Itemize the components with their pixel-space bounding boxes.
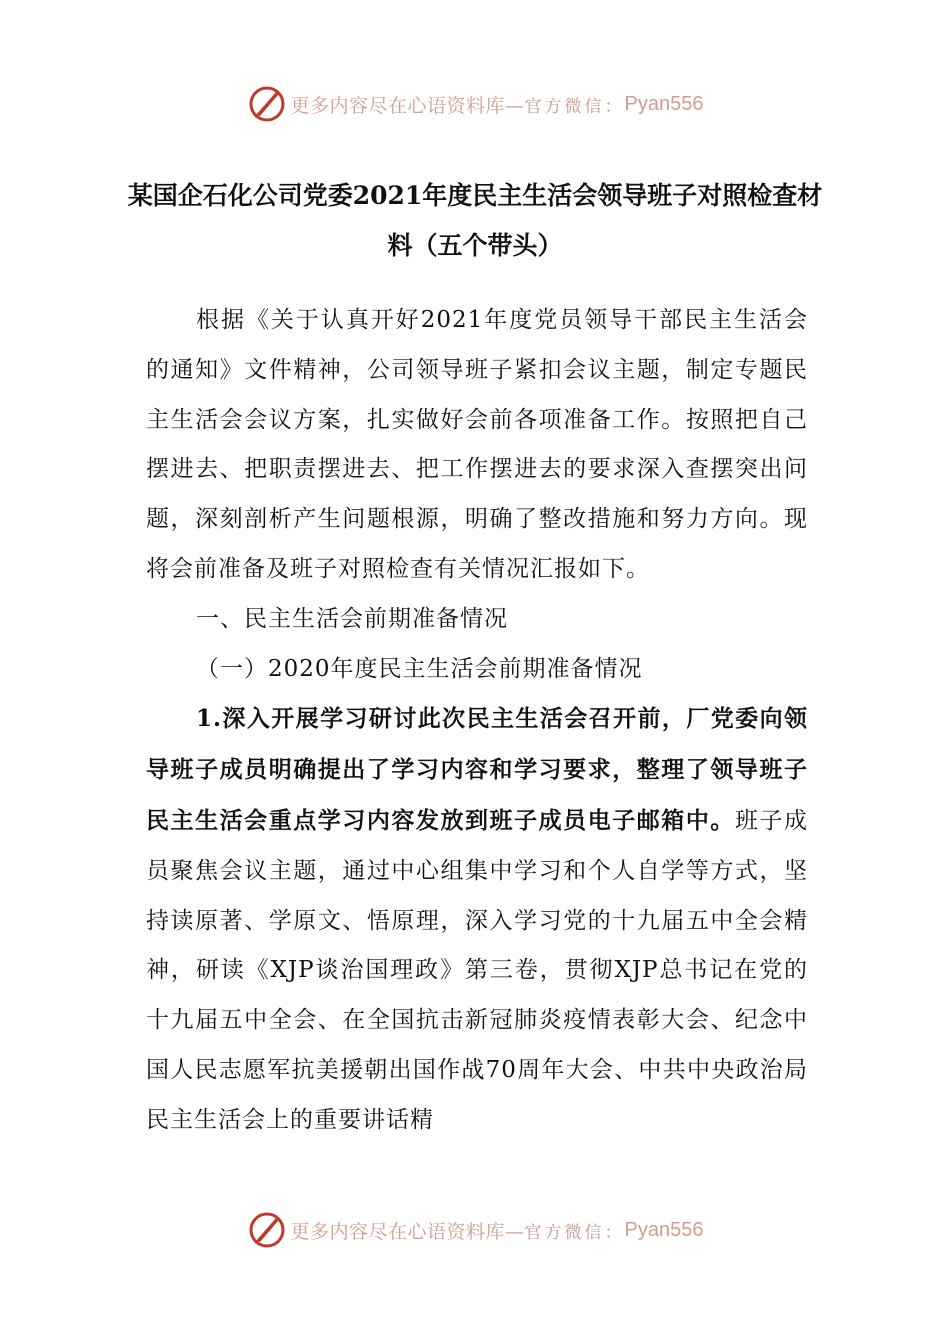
watermark-wechat-label: 官方微信： <box>524 1222 625 1243</box>
quill-logo-icon <box>247 84 287 124</box>
watermark-wechat-id: Pyan556 <box>624 1218 704 1241</box>
watermark-promo-text: 更多内容尽在心语资料库— <box>290 1220 525 1243</box>
watermark-promo-text: 更多内容尽在心语资料库— <box>290 94 525 117</box>
watermark-wechat-id: Pyan556 <box>624 92 704 115</box>
document-title: 某国企石化公司党委2021年度民主生活会领导班子对照检查材料（五个带头） <box>127 181 823 260</box>
document-body <box>146 296 808 1146</box>
item-lead-bold: 1.深入开展学习研讨此次民主生活会召开前，厂党委向领导班子成员明确提出了学习内容和学习要求，整理了领导班子民主生活会重点学习内容发放到班子成员电子邮箱中。 <box>146 705 808 834</box>
section-heading: 一、民主生活会前期准备情况 <box>196 605 508 632</box>
quill-logo-icon <box>247 1210 287 1250</box>
watermark-wechat-label: 官方微信： <box>524 96 625 117</box>
subsection-heading: （一）2020年度民主生活会前期准备情况 <box>196 655 643 682</box>
header-watermark-banner <box>0 84 950 124</box>
footer-watermark-banner <box>0 1210 950 1250</box>
item-body-text: 班子成员聚焦会议主题，通过中心组集中学习和个人自学等方式，坚持读原著、学原文、悟原理，深入学习党的十九届五中全会精神，研读《XJP谈治国理政》第三卷，贯彻XJP总书记在党的十九届五中全会、在全国抗击新冠肺炎疫情表彰大会、纪念中国人民志愿军抗美援朝出国作战70周年大会、中共中央政治局民主生活会上的重要讲话精 <box>146 807 809 1133</box>
intro-paragraph: 根据《关于认真开好2021年度党员领导干部民主生活会的通知》文件精神，公司领导班子紧扣会议主题，制定专题民主生活会会议方案，扎实做好会前各项准备工作。按照把自己摆进去、把职责摆进去、把工作摆进去的要求深入查摆突出问题，深刻剖析产生问题根源，明确了整改措施和努力方向。现将会前准备及班子对照检查有关情况汇报如下。 <box>146 307 808 582</box>
item-paragraph <box>146 694 808 1145</box>
